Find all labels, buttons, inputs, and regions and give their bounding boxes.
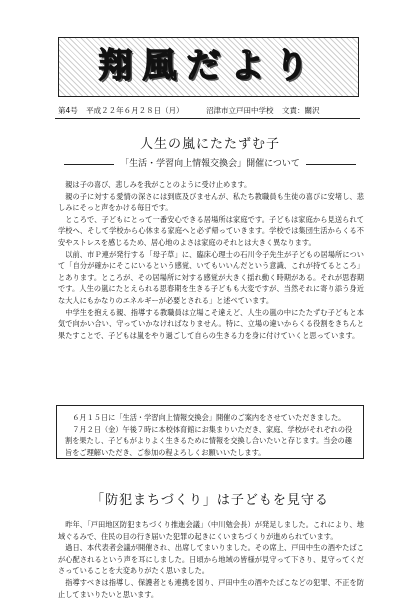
- notice-paragraph: ６月１５日に「生活・学習向上情報交換会」開催のご案内をさせていただきました。: [72, 413, 346, 422]
- article1-paragraph: ところで、子どもにとって一番安心できる居場所は家庭です。子どもは家庭から見送られて学校へ、そして学校から心休まる家庭へと必ず帰っていきます。学校では集団生活からくる不安やストレスを感じるため、居心地のよさは家庭のそれとは大きく異なります。: [58, 214, 364, 247]
- right-dash-rule: [306, 164, 356, 165]
- issue-divider: [55, 118, 360, 119]
- article1-paragraph: 以前、市Ｐ連が発行する「母子草」に、臨床心理士の石川令子先生が子どもの居場所について「自分が確かにそこにいるという感覚、いてもいいんだという意識、これが持てるところ」とあります。ところが、その居場所に対する感覚が大きく揺れ動く時期がある。それが思春期です。人生の嵐にたとえられる思春期を生きる子どもも大変ですが、当然それに寄り添う身近な大人にもかなりのエネルギーが必要とされる」と述べています。: [58, 249, 364, 305]
- article1-paragraph: 親は子の喜び、悲しみを我がことのように受け止めます。: [65, 180, 252, 189]
- article2-headline: 「防犯まちづくり」は子どもを見守る: [91, 493, 329, 508]
- article1-paragraph: 親の子に対する愛情の深さには到底及びませんが、私たち教職員も生徒の喜びに安堵し、悲しみにそっと声をかける毎日です。: [58, 191, 364, 213]
- left-dash-rule: [64, 164, 114, 165]
- article2-body: [58, 519, 364, 600]
- issue-number: 第4号: [58, 106, 78, 115]
- article1-paragraph: 中学生を抱える親、指導する教職員は立場こそ違えど、人生の嵐の中にたたずむ子どもと本気で向かい合い、守っていかなければなりません。特に、立場の違いからくる役割をきちんと果たすことで、子どもは嵐をやり過ごして自らの生きる力を身に付けていくと思っています。: [58, 307, 364, 340]
- notice-box: [56, 405, 364, 459]
- issue-info: [58, 106, 358, 116]
- article2-paragraph: 指導すべきは指導し、保護者とも連携を図り、戸田中生の酒やたばこなどの犯罪、不正を防止してまいりたいと思います。: [58, 577, 364, 599]
- masthead-title: 翔風だより: [98, 46, 319, 86]
- article1-headline: 人生の嵐にたたずむ子: [139, 137, 280, 152]
- issue-date: 平成２２年６月２８日（月）: [86, 106, 184, 115]
- article2-paragraph: 昨年、「戸田地区防犯まちづくり推進会議」（中川勉会長）が発足しました。これにより、地域ぐるみで、住民の目の行き届いた犯罪の起きにくいまちづくりが進められています。: [58, 520, 364, 541]
- notice-paragraph: ７月２日（金）午後７時に本校体育館にお集まりいただき、家庭、学校がそれぞれの役割を果たし、子どもがよりよく生きるために情報を交換し合いたいと存じます。当会の趣旨をご理解いただき、ご参加の程よろしくお願いいたします。: [65, 424, 353, 457]
- article1-subheadline: 「生活・学習向上情報交換会」開催について: [120, 159, 300, 169]
- article1-subheadline-row: [58, 157, 362, 171]
- article2-paragraph: 過日、本代表者会議が開催され、出席してまいりました。その席上、戸田中生の酒やたばこが心配されるという声を耳にしました。日頃から地域の皆様が見守って下さり、見守ってくださっていることを大変ありがたく思いました。: [58, 543, 364, 576]
- article1-body: [58, 179, 364, 341]
- masthead-banner: [58, 37, 359, 97]
- issue-school: 沼津市立戸田中学校: [206, 106, 274, 115]
- issue-author: 文責：關沢: [281, 106, 320, 115]
